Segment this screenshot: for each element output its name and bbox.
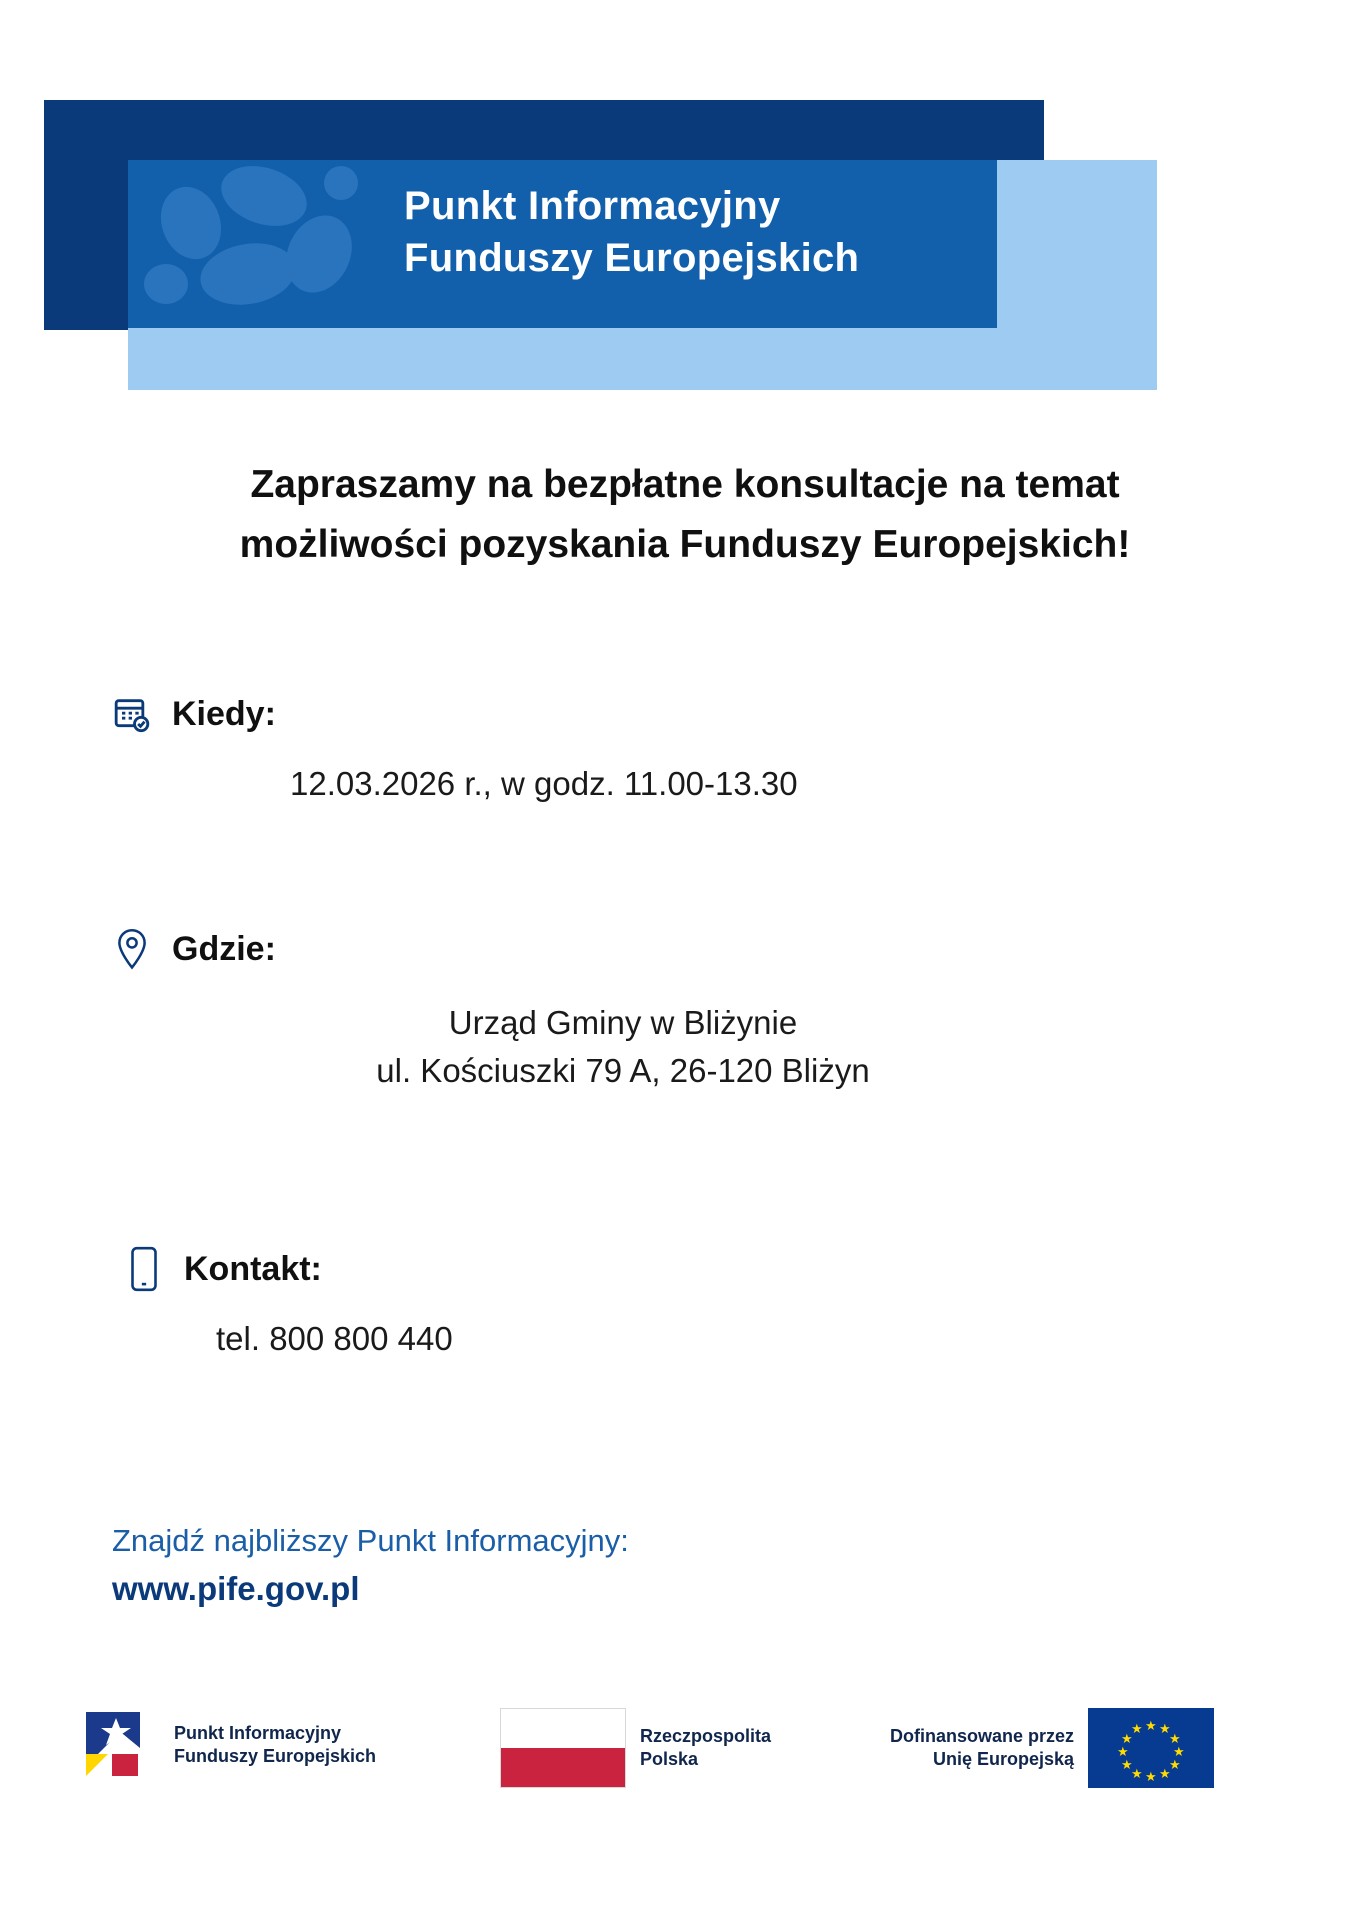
- logo-eu: [890, 1708, 1214, 1788]
- find-nearest-text: Znajdź najbliższy Punkt Informacyjny:: [112, 1523, 629, 1558]
- headline-line2: możliwości pozyskania Funduszy Europejskich!: [239, 523, 1131, 567]
- section-where: [108, 925, 1258, 1095]
- find-nearest-block: [112, 1520, 1012, 1608]
- section-when: [108, 690, 1258, 808]
- mobile-phone-icon: [120, 1245, 168, 1293]
- page-title: [70, 455, 1300, 576]
- poland-flag-icon: [500, 1708, 626, 1788]
- map-pin-icon: [108, 925, 156, 973]
- logo-pife-caption-line2: Funduszy Europejskich: [174, 1746, 377, 1766]
- logo-eu-caption-line1: Dofinansowane przez: [890, 1725, 1075, 1746]
- section-where-header: [108, 925, 1258, 973]
- section-where-value-line1: Urząd Gminy w Bliżynie: [448, 1004, 798, 1041]
- section-contact: [120, 1245, 1270, 1363]
- section-where-value-line2: ul. Kościuszki 79 A, 26-120 Bliżyn: [376, 1051, 870, 1089]
- pife-website-link[interactable]: www.pife.gov.pl: [112, 1569, 360, 1607]
- calendar-icon: [108, 690, 156, 738]
- banner-title-line2: Funduszy Europejskich: [404, 236, 860, 280]
- section-contact-header: [120, 1245, 1270, 1293]
- decorative-blob-icon: [144, 264, 188, 304]
- banner-title: [404, 180, 1024, 284]
- section-when-label: Kiedy:: [172, 694, 276, 733]
- logo-pife: [78, 1704, 376, 1786]
- logo-poland-caption-line2: Polska: [640, 1749, 699, 1769]
- section-where-value: [108, 999, 1258, 1095]
- decorative-blob-icon: [214, 160, 315, 236]
- logo-poland-caption: [640, 1725, 771, 1772]
- headline-line1: Zapraszamy na bezpłatne konsultacje na temat: [250, 463, 1120, 506]
- header-banner: [0, 0, 1364, 420]
- logo-eu-caption: [890, 1725, 1074, 1772]
- section-when-header: [108, 690, 1258, 738]
- banner-title-line1: Punkt Informacyjny: [404, 184, 781, 228]
- logo-poland-caption-line1: Rzeczpospolita: [640, 1725, 772, 1746]
- funds-europe-flag-icon: [78, 1704, 160, 1786]
- section-when-value: 12.03.2026 r., w godz. 11.00-13.30: [290, 765, 798, 802]
- logo-pife-caption-line1: Punkt Informacyjny: [174, 1722, 342, 1743]
- section-contact-value: tel. 800 800 440: [216, 1320, 453, 1357]
- logo-pife-caption: [174, 1722, 376, 1769]
- logo-poland: [500, 1708, 771, 1788]
- logo-eu-caption-line2: Unię Europejską: [932, 1749, 1075, 1769]
- eu-flag-icon: ★ ★ ★ ★ ★ ★ ★ ★ ★ ★ ★ ★: [1088, 1708, 1214, 1788]
- section-contact-label: Kontakt:: [184, 1249, 322, 1288]
- footer-logos: [0, 1690, 1364, 1850]
- decorative-blob-icon: [324, 166, 358, 200]
- section-where-label: Gdzie:: [172, 929, 276, 968]
